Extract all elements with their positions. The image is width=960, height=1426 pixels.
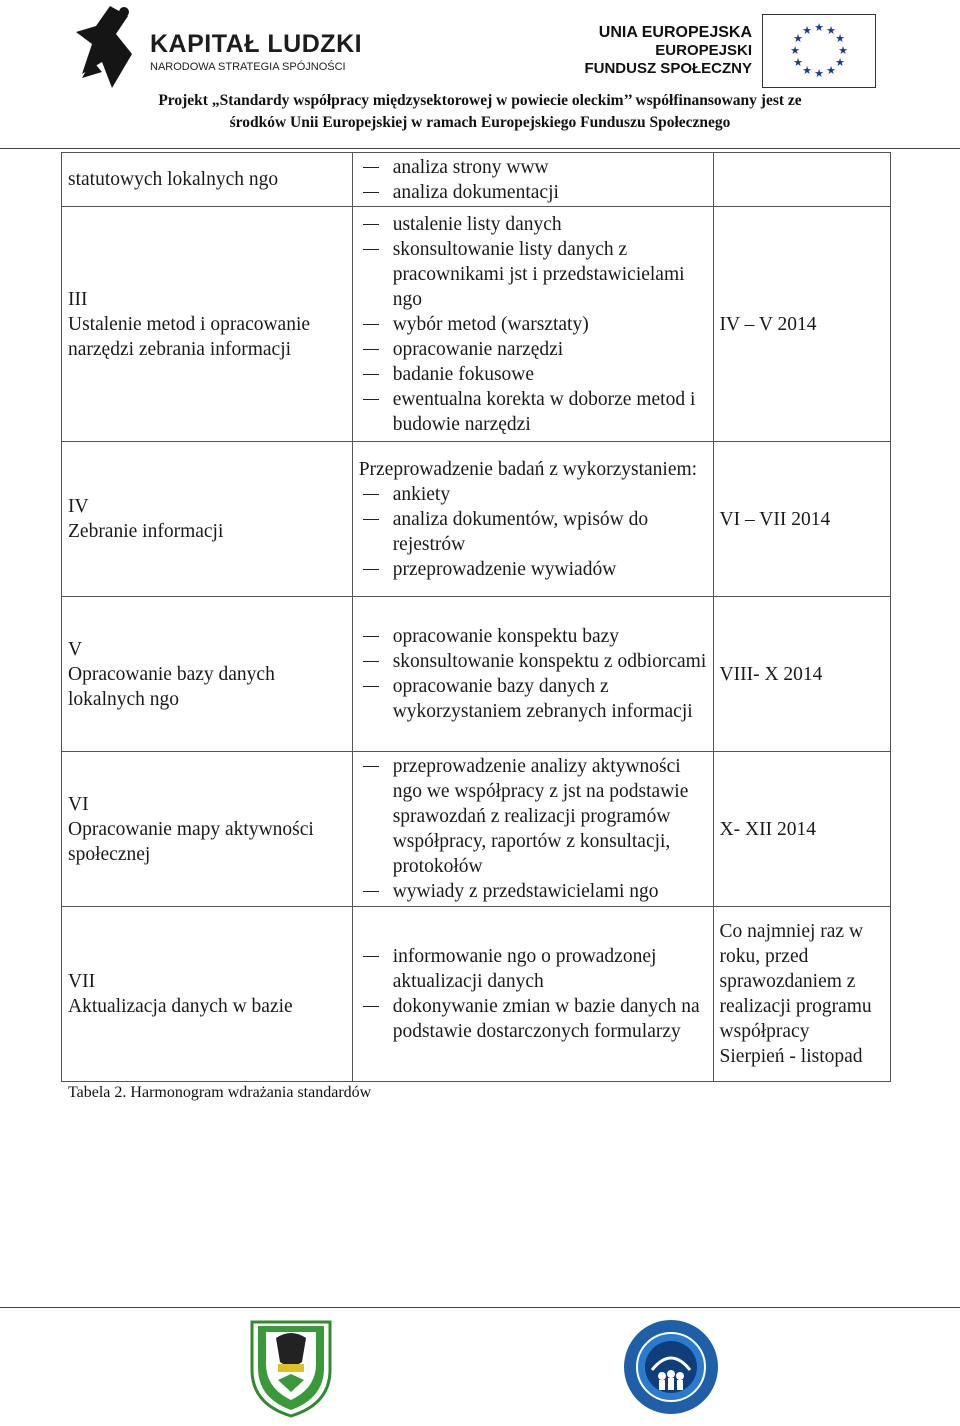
task-list — [359, 482, 707, 582]
term-cell — [713, 153, 890, 207]
task-item: ewentualna korekta w doborze metod i budowie narzędzi — [359, 387, 707, 437]
term-cell — [713, 752, 890, 907]
task-item: przeprowadzenie wywiadów — [359, 557, 707, 582]
task-item: ustalenie listy danych — [359, 212, 707, 237]
tasks-cell — [352, 442, 713, 597]
table-row — [62, 907, 891, 1082]
task-item: przeprowadzenie analizy aktywności ngo we współpracy z jst na podstawie sprawozdań z realizacji programów współpracy, raportów z konsultacji, protokołów — [359, 754, 707, 879]
svg-text:★: ★ — [814, 67, 824, 80]
term-text: X- XII 2014 — [719, 818, 816, 840]
kapital-ludzki-logo-icon — [72, 4, 148, 90]
term-cell — [713, 442, 890, 597]
stage-cell — [62, 907, 353, 1082]
task-item: opracowanie konspektu bazy — [359, 624, 707, 649]
svg-text:★: ★ — [802, 24, 812, 37]
stage-title: Opracowanie mapy aktywności społecznej — [68, 818, 314, 865]
stage-number: IV — [68, 496, 89, 517]
svg-text:★: ★ — [802, 64, 812, 77]
svg-text:★: ★ — [838, 44, 848, 57]
table-row — [62, 442, 891, 597]
task-item: ankiety — [359, 482, 707, 507]
svg-text:★: ★ — [826, 24, 836, 37]
task-item: analiza dokumentów, wpisów do rejestrów — [359, 507, 707, 557]
stage-cell — [62, 442, 353, 597]
svg-text:★: ★ — [790, 44, 800, 57]
tasks-cell — [352, 907, 713, 1082]
term-cell — [713, 597, 890, 752]
stage-cell — [62, 597, 353, 752]
svg-text:★: ★ — [835, 32, 845, 45]
task-item: opracowanie narzędzi — [359, 337, 707, 362]
partnership-seal-icon — [622, 1318, 720, 1416]
eu-label — [584, 24, 752, 78]
kl-subtitle: NARODOWA STRATEGIA SPÓJNOŚCI — [150, 61, 346, 73]
stage-title: Ustalenie metod i opracowanie narzędzi zebrania informacji — [68, 313, 311, 360]
footer-divider — [0, 1307, 960, 1308]
task-list — [359, 212, 707, 437]
project-description — [80, 90, 880, 134]
eu-flag-icon — [762, 14, 876, 88]
term-text: Sierpień - listopad — [719, 1046, 863, 1067]
stage-number: VII — [68, 971, 96, 992]
stage-title: Opracowanie bazy danych lokalnych ngo — [68, 663, 275, 710]
stage-cell — [62, 153, 353, 207]
term-cell — [713, 207, 890, 442]
tasks-intro: Przeprowadzenie badań z wykorzystaniem: — [358, 458, 698, 480]
term-text: Co najmniej raz w roku, przed sprawozdaniem z realizacji programu współpracy — [719, 921, 872, 1042]
svg-text:★: ★ — [814, 21, 824, 34]
task-item: informowanie ngo o prowadzonej aktualizacji danych — [359, 944, 707, 994]
task-item: analiza dokumentacji — [359, 180, 707, 205]
eu-line-3: FUNDUSZ SPOŁECZNY — [584, 60, 752, 77]
page-header — [0, 0, 960, 150]
stage-number: VI — [68, 793, 89, 815]
task-list — [359, 624, 707, 724]
county-crest-icon — [248, 1318, 334, 1418]
svg-text:★: ★ — [793, 32, 803, 45]
task-list — [359, 944, 707, 1044]
task-item: badanie fokusowe — [359, 362, 707, 387]
tasks-cell — [352, 153, 713, 207]
svg-text:★: ★ — [826, 64, 836, 77]
stage-title: Zebranie informacji — [68, 521, 224, 542]
table-row — [62, 207, 891, 442]
task-item: wybór metod (warsztaty) — [359, 312, 707, 337]
stage-number: III — [68, 288, 88, 310]
eu-line-1: UNIA EUROPEJSKA — [598, 24, 752, 41]
kl-title: KAPITAŁ LUDZKI — [150, 30, 363, 58]
stage-text: statutowych lokalnych ngo — [68, 169, 279, 190]
stage-cell — [62, 207, 353, 442]
eu-line-2: EUROPEJSKI — [655, 42, 752, 59]
table-caption: Tabela 2. Harmonogram wdrażania standardów — [68, 1084, 372, 1101]
project-line-1: Projekt „Standardy współpracy międzysektorowej w powiecie oleckim’’ współfinansowany jest ze — [158, 92, 802, 109]
table-row — [62, 597, 891, 752]
term-text: VIII- X 2014 — [719, 663, 823, 685]
tasks-cell — [352, 207, 713, 442]
term-text: IV – V 2014 — [719, 313, 817, 335]
task-item: dokonywanie zmian w bazie danych na podstawie dostarczonych formularzy — [359, 994, 707, 1044]
stage-cell — [62, 752, 353, 907]
tasks-cell — [352, 597, 713, 752]
task-item: skonsultowanie konspektu z odbiorcami — [359, 649, 707, 674]
table-row — [62, 752, 891, 907]
svg-text:★: ★ — [835, 56, 845, 69]
tasks-cell — [352, 752, 713, 907]
header-divider — [0, 148, 960, 149]
table-row — [62, 153, 891, 207]
stage-title: Aktualizacja danych w bazie — [68, 996, 293, 1017]
task-item: wywiady z przedstawicielami ngo — [359, 879, 707, 904]
task-list — [359, 754, 707, 904]
project-line-2: środków Unii Europejskiej w ramach Europejskiego Funduszu Społecznego — [229, 114, 731, 131]
task-item: skonsultowanie listy danych z pracownikami jst i przedstawicielami ngo — [359, 237, 707, 312]
term-text: VI – VII 2014 — [719, 508, 831, 530]
task-item: analiza strony www — [359, 155, 707, 180]
task-item: opracowanie bazy danych z wykorzystaniem zebranych informacji — [359, 674, 707, 724]
schedule-table — [61, 152, 891, 1082]
stage-number: V — [68, 638, 83, 660]
svg-text:★: ★ — [793, 56, 803, 69]
task-list — [359, 155, 707, 205]
term-cell — [713, 907, 890, 1082]
